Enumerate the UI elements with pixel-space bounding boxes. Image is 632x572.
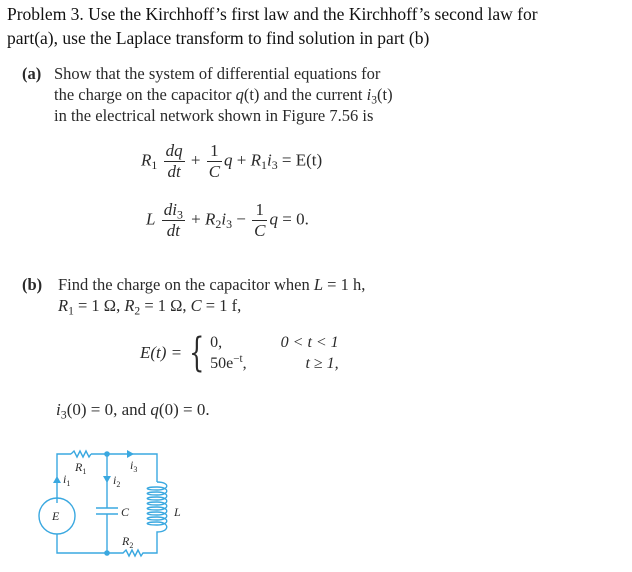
header-line-2: part(a), use the Laplace transform to find solution in part (b) <box>7 28 430 48</box>
junction-bottom-icon <box>104 550 110 556</box>
label-r2: $R_2$ <box>122 534 134 550</box>
part-a-line-3: in the electrical network shown in Figure 7.56 is <box>54 106 374 125</box>
case-2-condition: t ≥ 1, <box>305 355 339 372</box>
label-i3: $i_3$ <box>130 458 138 474</box>
label-l: L <box>174 505 181 519</box>
equation-1: $R_1$ $\frac{dq}{dt}$ + $\frac{1}{C}$ $q + R_1i_3 = E(t)$ <box>141 141 323 181</box>
case-2-value: $50e^{-t}$, <box>210 352 247 372</box>
piecewise-lhs: E(t) = <box>140 343 183 362</box>
wire-top <box>91 454 157 482</box>
part-a-line-1: Show that the system of differential equations for <box>54 64 381 83</box>
problem-header <box>7 2 538 50</box>
part-b-label: (b) <box>22 275 43 294</box>
inductor-icon <box>147 482 167 540</box>
case-1-value: 0, <box>210 334 223 351</box>
arrow-i3-icon <box>127 450 134 458</box>
junction-top-icon <box>104 451 110 457</box>
label-i1: $i_1$ <box>63 472 71 488</box>
header-line-1: Problem 3. Use the Kirchhoff’s first law and the Kirchhoff’s second law for <box>7 4 538 24</box>
label-e: E <box>52 509 60 523</box>
part-a-text <box>54 63 393 126</box>
part-b-text <box>58 274 365 316</box>
equation-2: L $\frac{di_3}{dt}$ + $R_2i_3$ − $\frac{1}{C}$ q = 0. <box>146 200 309 240</box>
arrow-i2-icon <box>103 476 111 483</box>
label-r1: $R_1$ <box>75 460 87 476</box>
initial-conditions: $i_3(0) = 0$, and q(0) = 0. <box>56 400 210 422</box>
part-a-line-2: the charge on the capacitor q(t) and the current $i_3(t)$ <box>54 85 393 107</box>
fraction-1-over-c: $\frac{1}{C}$ <box>208 141 221 181</box>
piecewise-function <box>140 332 339 374</box>
fraction-di3-dt: $\frac{di_3}{dt}$ <box>163 200 183 240</box>
label-c: C <box>121 505 130 519</box>
part-a-label: (a) <box>22 64 42 83</box>
case-1-condition: 0 < t < 1 <box>280 334 339 351</box>
fraction-1-over-c: $\frac{1}{C}$ <box>254 200 266 240</box>
part-b-line-1: Find the charge on the capacitor when L = 1 h, <box>58 275 366 294</box>
left-brace: { <box>189 330 205 376</box>
fraction-dq-dt: $\frac{dq}{dt}$ <box>165 141 183 181</box>
circuit-diagram <box>30 440 210 572</box>
cases <box>210 332 339 374</box>
arrow-i1-icon <box>53 476 61 483</box>
resistor-r1-icon <box>71 451 91 457</box>
label-i2: $i_2$ <box>113 473 121 489</box>
wire-left-bottom <box>57 534 107 553</box>
part-b-line-2: $R_1 = 1$ Ω, $R_2 = 1$ Ω, C = 1 f, <box>58 296 242 318</box>
